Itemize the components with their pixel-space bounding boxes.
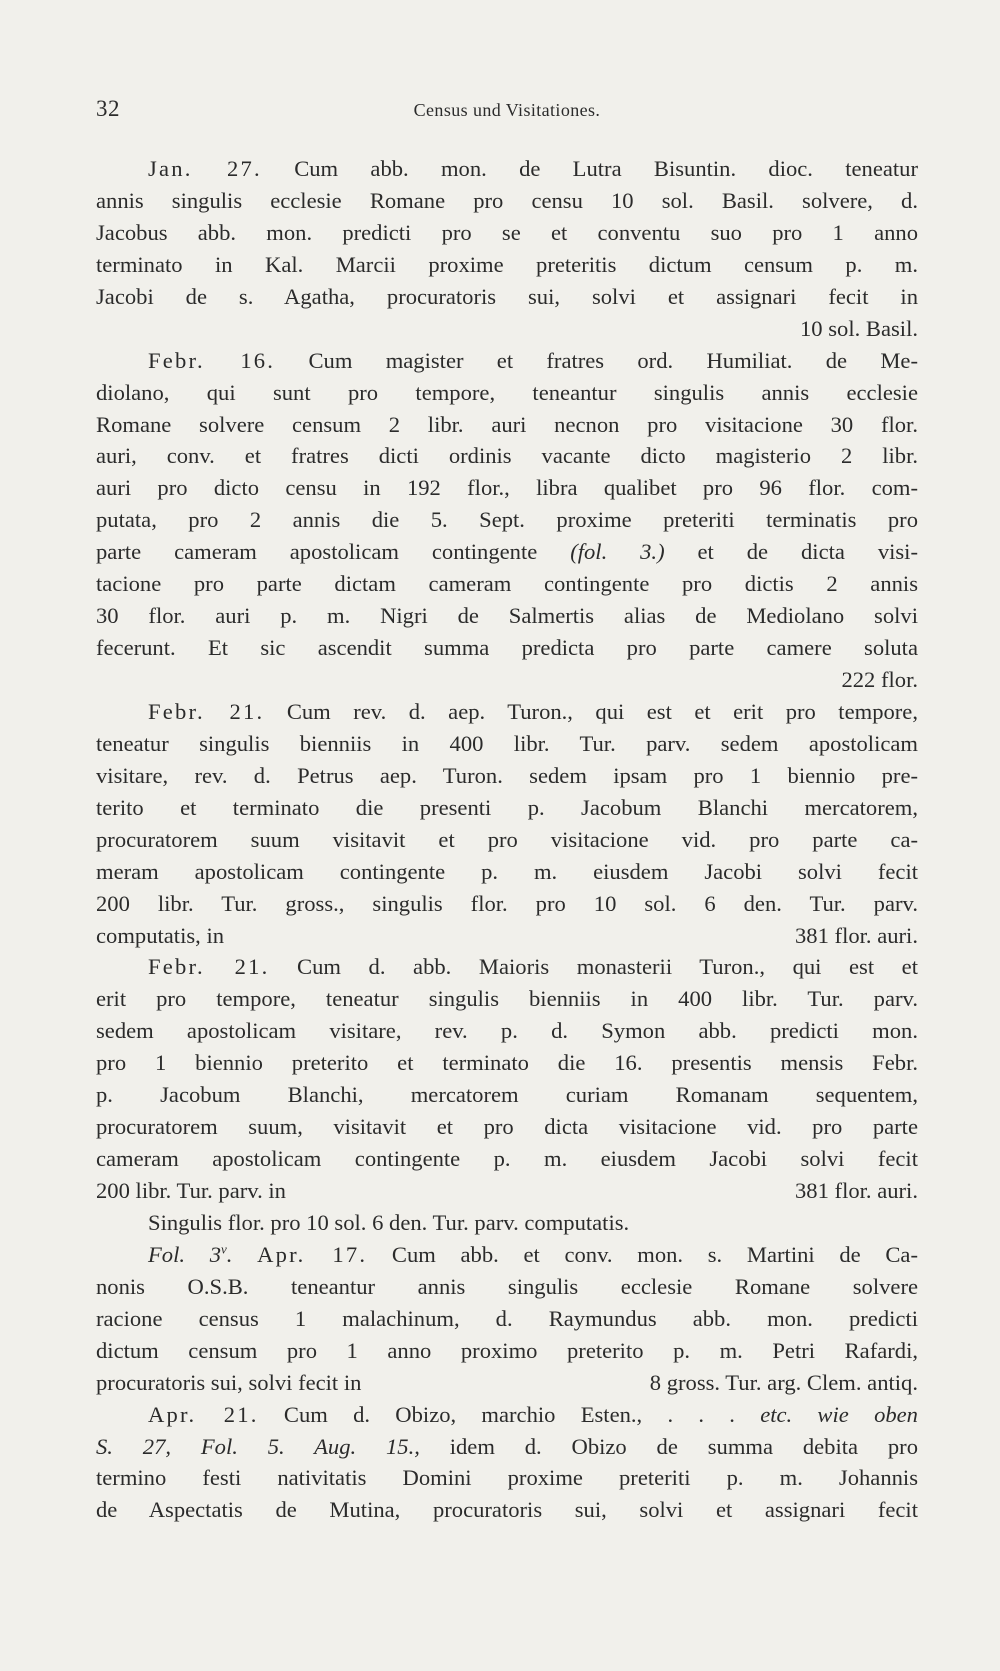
page-header <box>96 96 918 126</box>
cross-reference: S. 27, Fol. 5. Aug. 15., <box>96 1433 420 1459</box>
folio-reference: Fol. 3$^v$. <box>148 1241 233 1267</box>
entry-date: Apr. 21. <box>148 1401 259 1427</box>
text-line: terminato in Kal. Marcii proxime preteritis dictum censum p. m. <box>96 251 918 277</box>
text-line: 200 libr. Tur. parv. in 381 flor. auri. <box>96 1175 918 1207</box>
text-line: Jacobus abb. mon. predicti pro se et conventu suo pro 1 anno <box>96 219 918 245</box>
text-line: Apr. 21. Cum d. Obizo, marchio Esten., . . . etc. wie oben <box>148 1401 918 1427</box>
page-number: 32 <box>96 96 120 121</box>
text-line: Febr. 16. Cum magister et fratres ord. Humiliat. de Me- <box>148 347 918 373</box>
text-line: auri, conv. et fratres dicti ordinis vacante dicto magisterio 2 libr. <box>96 443 918 469</box>
text-line-note: Singulis flor. pro 10 sol. 6 den. Tur. parv. computatis. <box>148 1209 630 1235</box>
text-line: putata, pro 2 annis die 5. Sept. proxime preteriti terminatis pro <box>96 507 918 533</box>
text-line: visitare, rev. d. Petrus aep. Turon. sedem ipsam pro 1 biennio pre- <box>96 762 918 788</box>
text-line: terito et terminato die presenti p. Jacobum Blanchi mercatorem, <box>96 794 918 820</box>
entry-date: Jan. 27. <box>148 156 262 181</box>
text-line: Fol. 3$^v$. Apr. 17. Cum abb. et conv. mon. s. Martini de Ca- <box>148 1241 918 1267</box>
entry-amount: 8 gross. Tur. arg. Clem. antiq. <box>649 1369 918 1395</box>
text-line: Febr. 21. Cum d. abb. Maioris monasterii Turon., qui est et <box>148 954 918 980</box>
text-line: 200 libr. Tur. gross., singulis flor. pro 10 sol. 6 den. Tur. parv. <box>96 890 918 916</box>
body-text <box>96 153 918 1526</box>
text-line: cameram apostolicam contingente p. m. eiusdem Jacobi solvi fecit <box>96 1146 918 1172</box>
running-title: Census und Visitationes. <box>413 100 601 120</box>
text-line: pro 1 biennio preterito et terminato die 16. presentis mensis Febr. <box>96 1050 918 1076</box>
text-line: fecerunt. Et sic ascendit summa predicta pro parte camere soluta <box>96 635 918 661</box>
text-line: procuratoris sui, solvi fecit in 8 gross. Tur. arg. Clem. antiq. <box>96 1367 918 1399</box>
text-line: dictum censum pro 1 anno proximo preterito p. m. Petri Rafardi, <box>96 1337 918 1363</box>
entry-date: Febr. 21. <box>148 954 270 980</box>
entry-amount: 381 flor. auri. <box>795 922 918 948</box>
text-line: de Aspectatis de Mutina, procuratoris sui, solvi et assignari fecit <box>96 1497 918 1523</box>
text-line: procuratorem suum visitavit et pro visitacione vid. pro parte ca- <box>96 826 918 852</box>
text-line: racione census 1 malachinum, d. Raymundus abb. mon. predicti <box>96 1305 918 1331</box>
text-line: nonis O.S.B. teneantur annis singulis ecclesie Romane solvere <box>96 1273 918 1299</box>
cross-reference: etc. wie oben <box>760 1401 918 1427</box>
text-line: S. 27, Fol. 5. Aug. 15., idem d. Obizo de summa debita pro <box>96 1433 918 1459</box>
text-line: teneatur singulis bienniis in 400 libr. Tur. parv. sedem apostolicam <box>96 730 918 756</box>
entry-date: Apr. 17. <box>257 1241 368 1267</box>
text-line: procuratorem suum, visitavit et pro dicta visitacione vid. pro parte <box>96 1114 918 1140</box>
text-line: p. Jacobum Blanchi, mercatorem curiam Romanam sequentem, <box>96 1082 918 1108</box>
entry-date: Febr. 16. <box>148 347 276 373</box>
text-line-amount: 10 sol. Basil. <box>800 315 918 341</box>
text-line: Febr. 21. Cum rev. d. aep. Turon., qui est et erit pro tempore, <box>148 698 918 724</box>
text-line: termino festi nativitatis Domini proxime preteriti p. m. Johannis <box>96 1465 918 1491</box>
entry-amount: 381 flor. auri. <box>795 1178 918 1203</box>
text-line: diolano, qui sunt pro tempore, teneantur singulis annis ecclesie <box>96 379 918 405</box>
folio-reference: (fol. 3.) <box>570 539 665 565</box>
text-line: annis singulis ecclesie Romane pro censu 10 sol. Basil. solvere, d. <box>96 187 918 213</box>
text-line: meram apostolicam contingente p. m. eiusdem Jacobi solvi fecit <box>96 858 918 884</box>
text-line: erit pro tempore, teneatur singulis bienniis in 400 libr. Tur. parv. <box>96 986 918 1012</box>
text-line: 30 flor. auri p. m. Nigri de Salmertis alias de Mediolano solvi <box>96 603 918 629</box>
text-line: sedem apostolicam visitare, rev. p. d. Symon abb. predicti mon. <box>96 1018 918 1044</box>
entry-date: Febr. 21. <box>148 698 265 724</box>
text-line: computatis, in 381 flor. auri. <box>96 920 918 952</box>
text-line: Jacobi de s. Agatha, procuratoris sui, solvi et assignari fecit in <box>96 283 918 309</box>
text-line: parte cameram apostolicam contingente (fol. 3.) et de dicta visi- <box>96 539 918 565</box>
text-line: tacione pro parte dictam cameram contingente pro dictis 2 annis <box>96 571 918 597</box>
text-line-amount: 222 flor. <box>841 667 918 692</box>
text-line: Jan. 27. Cum abb. mon. de Lutra Bisuntin. dioc. teneatur <box>148 156 918 181</box>
text-line: auri pro dicto censu in 192 flor., libra qualibet pro 96 flor. com- <box>96 475 918 501</box>
text-line: Romane solvere censum 2 libr. auri necnon pro visitacione 30 flor. <box>96 411 918 437</box>
